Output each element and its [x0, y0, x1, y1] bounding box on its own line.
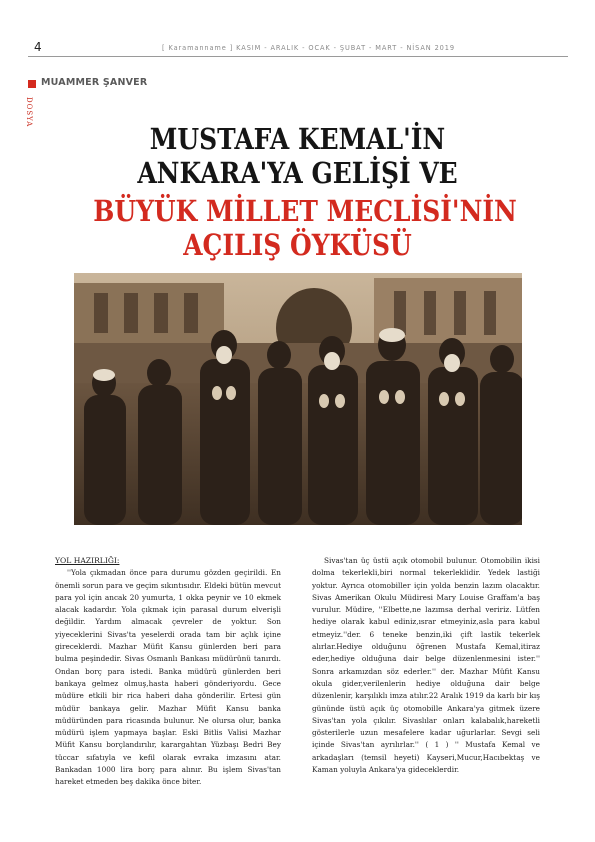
- title-line-3: BÜYÜK MİLLET MECLİSİ'NİN: [93, 194, 517, 228]
- article-column-left: [55, 555, 281, 789]
- author-marker-square: [28, 80, 36, 88]
- section-label: DOSYA: [25, 97, 33, 128]
- header-rule: [28, 56, 568, 57]
- historical-photo: [74, 273, 522, 525]
- title-line-4: AÇILIŞ ÖYKÜSÜ: [183, 228, 412, 262]
- paragraph: ''Yola çıkmadan önce para durumu gözden geçirildi. En önemli sorun para ve geçim sıkıntısıdır. Eldeki bütün mevcut para yol için ancak 20 yumurta, 1 okka peynir ve 10 ekmek alacak kadardır. Yola çıkmak için parasal durum elverişli değildir. Yardım almacak çevreler de yoktur. Son yiyeceklerini Sivas'ta yeselerdi orada tam bir açlık içine gireceklerdi. Mazhar Müfit Kansu günlerden beri para bulma peşindedir. Sivas Osmanlı Bankası müdürünü tanırdı. Ondan borç para istedi. Banka müdürü günlerden beri bankaya gelmez olmuş,hasta haberi gönderiyordu. Gece müdüre etkili bir rica haberi daha gönderilir. Ertesi gün müdür bankaya gelir. Mazhar Müfit Kansu banka müdüründen para ricasında bulunur. Ne olursa olur, banka müdürü işlem yapmaya başlar. Eski Bitlis Valisi Mazhar Müfit Kansu borçlandırılır, karargahtan Yüzbaşı Bedri Bey tüccar sıfatıyla ve kefil olarak evraka imzasını atar. Bankadan 1000 lira borç para alınır. Bu işlem Sivas'tan hareket etmeden beş dakika önce biter.: [55, 568, 281, 787]
- page-number: 4: [34, 40, 42, 54]
- author-name: MUAMMER ŞANVER: [41, 77, 148, 88]
- paragraph: Sivas'tan üç üstü açık otomobil bulunur. Otomobilin ikisi dolma tekerlekli,biri normal tekerleklidir. Yedek lastiği yoktur. Ayrıca otomobiller için yolda benzin lazım olacaktır. Sivas Amerikan Okulu Müdiresi Mary Louise Graffam'a baş vurulur. Müdire, ''Elbette,ne lazımsa derhal veririz. Lütfen hediye olarak kabul ediniz,ısrar etmeyiniz,asla para kabul etmeyiz.''der. 6 teneke benzin,iki çift lastik tekerlek alırlar.Hediye olduğunu öğrenen Mustafa Kemal,itiraz eder,hediye olduğuna dair belge düzenlenmesini ister.'' Sonra arkamızdan söz ederler.'' der. Mazhar Müfit Kansu okula gider,verilenlerin hediye olduğuna dair belge düzenlenir, karşılıklı imza atılır.22 Aralık 1919 da karlı bir kış gününde üstü açık üç otomobille Ankara'ya gitmek üzere Sivas'tan yola çıkılır. Sivaslılar onları kalabalık,hareketli gösterilerle uzun mesafelere kadar uğurlarlar. Sevgi seli içinde Sivas'tan ayrılırlar.'' ( 1 ) '' Mustafa Kemal ve arkadaşları (temsil heyeti) Kayseri,Mucur,Hacıbektaş ve Kaman yoluyla Ankara'ya gideceklerdir.: [312, 556, 540, 775]
- running-title: [ Karamanname ] KASIM - ARALIK - OCAK - ŞUBAT - MART - NİSAN 2019: [162, 44, 455, 52]
- title-line-1: MUSTAFA KEMAL'İN: [149, 122, 446, 156]
- page-header: [28, 40, 568, 60]
- section-heading: YOL HAZIRLIĞI:: [55, 556, 120, 565]
- title-line-2: ANKARA'YA GELİŞİ VE: [137, 156, 458, 190]
- article-column-right: [312, 555, 540, 776]
